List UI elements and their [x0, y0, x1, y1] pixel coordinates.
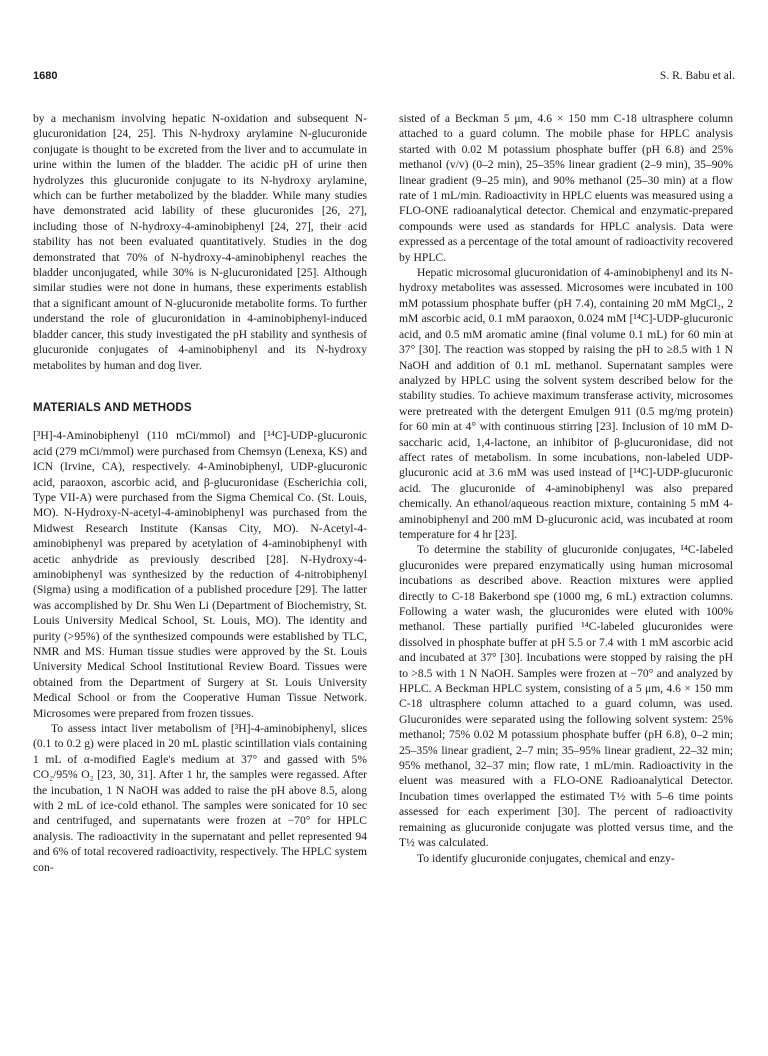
slice-metabolism-paragraph: To assess intact liver metabolism of [³H]-4-aminobiphenyl, slices (0.1 to 0.2 g) were placed in 20 mL plastic scintillation vials containing 1 mL of α-modified Eagle's medium at 37° and gassed with 5% CO₂/95% O₂ [23, 30, 31]. After 1 hr, the samples were regassed. After the incubation, 1 N NaOH was added to raise the pH above 8.5, along with 2 mL of ice-cold ethanol. The samples were sonicated for 10 sec and centrifuged, and supernatants were frozen at −70° for HPLC analysis. The radioactivity in the supernatant and pellet represented 94 and 6% of total recovered radioactivity, respectively. The HPLC system con-	[33, 722, 367, 874]
stability-paragraph: To determine the stability of glucuronide conjugates, ¹⁴C-labeled glucuronides were prepared enzymatically using human microsomal incubations as described above. Reaction mixtures were applied directly to C-18 Bakerbond spe (1000 mg, 6 mL) extraction columns. Following a water wash, the glucuronides were eluted with 100% methanol. These partially purified ¹⁴C-labeled glucuronides were dissolved in phosphate buffer at pH 5.5 or 7.4 with 1 mM ascorbic acid and incubated at 37° [30]. Incubations were stopped by raising the pH to >8.5 with 1 N NaOH. Samples were frozen at −70° and analyzed by HPLC. A Beckman HPLC system, consisting of a 5 μm, 4.6 × 150 mm C-18 ultrasphere column attached to a guard column, was used. Glucuronides were separated using the following solvent system: 25% methanol; 75% 0.02 M potassium phosphate buffer (pH 6.8), 0–2 min; 25–35% linear gradient, 2–7 min; 35–95% linear gradient, 22–32 min; 95% methanol, 32–37 min; flow rate, 1 mL/min. Radioactivity in the eluent was measured with a FLO-ONE Radioanalytical Detector. Incubation times overlapped the estimated T½ with 5–6 time points assessed for each experiment [30]. The percent of radioactivity remaining as glucuronide conjugate was plotted versus time, and the T½ was calculated.	[399, 543, 733, 850]
microsomal-glucuronidation-paragraph: Hepatic microsomal glucuronidation of 4-aminobiphenyl and its N-hydroxy metabolites was assessed. Microsomes were incubated in 100 mM potassium phosphate buffer (pH 7.4), containing 20 mM MgCl₂, 2 mM ascorbic acid, 0.1 mM paraoxon, 0.024 mM [¹⁴C]-UDP-glucuronic acid, and 0.5 mM aromatic amine (final volume 0.1 mL) for 60 min at 37° [30]. The reaction was stopped by raising the pH to ≥8.5 with 1 N NaOH and addition of 0.1 mL methanol. Supernatant samples were analyzed by HPLC using the solvent system described below for the stability studies. To achieve maximum transferase activity, microsomes were pretreated with the detergent Emulgen 911 (0.5 mg/mg protein) for 60 min at 4° with continuous stirring [23]. Inclusion of 10 mM D-saccharic acid, 1,4-lactone, an inhibitor of β-glucuronidase, did not affect rates of metabolism. In some incubations, non-labeled UDP-glucuronic acid at 3.6 mM was used instead of [¹⁴C]-UDP-glucuronic acid. The glucuronide of 4-aminobiphenyl was also prepared chemically. An ethanol/aqueous reaction mixture, containing 5 mM 4-aminobiphenyl and 200 mM D-glucuronic acid, was incubated at room temperature for 4 hr [23].	[399, 266, 733, 541]
materials-paragraph: [³H]-4-Aminobiphenyl (110 mCi/mmol) and [¹⁴C]-UDP-glucuronic acid (279 mCi/mmol) were purchased from Chemsyn (Lenexa, KS) and ICN (Irvine, CA), respectively. 4-Aminobiphenyl, UDP-glucuronic acid, paraoxon, ascorbic acid, and β-glucuronidase (Escherichia coli, Type VII-A) were purchased from the Sigma Chemical Co. (St. Louis, MO). N-Hydroxy-N-acetyl-4-aminobiphenyl was purchased from the Midwest Research Institute (Kansas City, MO). N-Acetyl-4-aminobiphenyl was prepared by acetylation of 4-aminobiphenyl with acetic anhydride as previously described [28]. N-Hydroxy-4-aminobiphenyl was synthesized by the reduction of 4-nitrobiphenyl (Sigma) using a modification of a published procedure [29]. The latter was accomplished by Dr. Shu Wen Li (Department of Biochemistry, St. Louis University Medical School, St. Louis, MO). The identity and purity (>95%) of the synthesized compounds were established by TLC, NMR and MS. Human tissue studies were approved by the St. Louis University Medical School Institutional Review Board. Tissues were obtained from the Department of Surgery at St. Louis University Medical School or from the Cooperative Human Tissue Network. Microsomes were prepared from frozen tissues.	[33, 429, 367, 720]
hplc-paragraph: sisted of a Beckman 5 μm, 4.6 × 150 mm C-18 ultrasphere column attached to a guard column. The mobile phase for HPLC analysis started with 0.02 M potassium phosphate buffer (pH 6.8) and 25% methanol (v/v) (0–2 min), 25–35% linear gradient (2–9 min), 35–90% linear gradient (9–25 min), and 90% methanol (25–30 min) at a flow rate of 1 mL/min. Radioactivity in HPLC eluents was measured using a FLO-ONE radioanalytical detector. Chemical and enzymatic-prepared compounds were used as standards for HPLC analysis. Data were expressed as a percentage of the total amount of radioactivity recovered by HPLC.	[399, 112, 733, 264]
identification-paragraph: To identify glucuronide conjugates, chemical and enzy-	[417, 851, 675, 865]
right-column	[399, 111, 733, 866]
left-column	[33, 111, 367, 875]
section-heading-methods: MATERIALS AND METHODS	[33, 401, 192, 414]
intro-paragraph: by a mechanism involving hepatic N-oxidation and subsequent N-glucuronidation [24, 25]. This N-hydroxy arylamine N-glucuronide conjugate is thought to be excreted from the liver and to accumulate in urine within the lumen of the bladder. The acidic pH of urine then hydrolyzes this glucuronide conjugate to its N-hydroxy arylamine, which can be further metabolized by the bladder. While many studies have demonstrated acid lability of these glucuronides [26, 27], including those of N-hydroxy-4-aminobiphenyl [24, 27], their acid stability has not been evaluated quantitatively. Studies in the dog demonstrated that 70% of N-hydroxy-4-aminobiphenyl reaches the bladder unconjugated, while 30% is N-glucuronidated [25]. Although similar studies were not done in humans, these experiments establish that a significant amount of N-glucuronide metabolite forms. To further understand the role of glucuronidation in 4-aminobiphenyl-induced bladder cancer, this study investigated the pH stability and synthesis of glucuronide conjugates of 4-aminobiphenyl and its N-hydroxy metabolites by human and dog liver.	[33, 112, 367, 372]
page-number: 1680	[33, 70, 58, 82]
running-head: S. R. Babu et al.	[659, 70, 735, 82]
page-header	[33, 70, 735, 88]
